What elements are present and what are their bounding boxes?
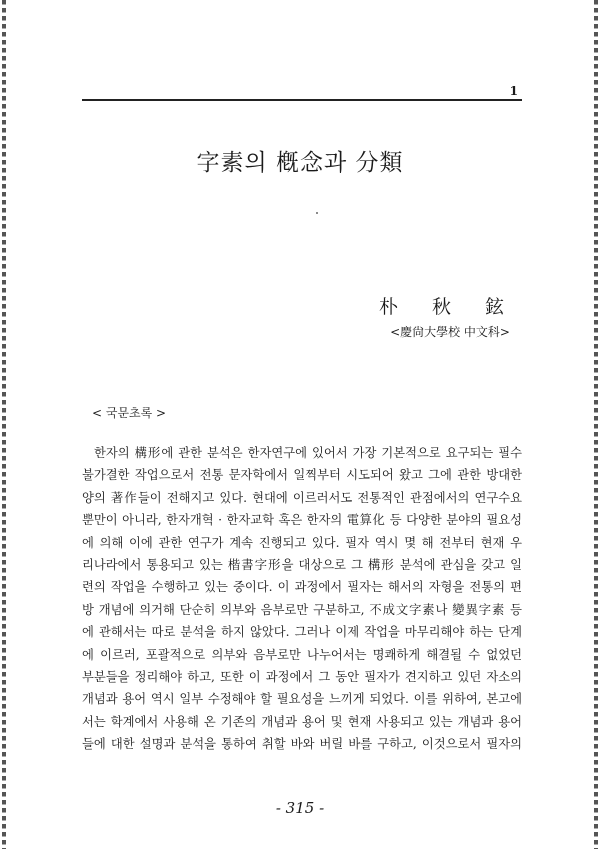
abstract-heading: < 국문초록 >	[92, 406, 167, 420]
author-name: 朴秋鉉	[378, 296, 538, 318]
header-rule	[82, 99, 522, 101]
abstract-line: 리나라에서 통용되고 있는 楷書字形을 대상으로 그 構形 분석에 관심을 갖고 일	[82, 558, 522, 573]
scan-border-right	[594, 0, 598, 849]
article-title: 字素의 槪念과 分類	[196, 150, 404, 176]
scan-speck	[316, 212, 318, 214]
abstract-line: 에 관해서는 따로 분석을 하지 않았다. 그러나 이제 작업을 마무리해야 하는 단계	[82, 625, 522, 640]
abstract-line: 에 이르러, 포괄적으로 의부와 음부로만 나누어서는 명쾌하게 해결될 수 없었던	[82, 647, 522, 662]
abstract-body	[82, 442, 522, 756]
abstract-line: 한자의 構形에 관한 분석은 한자연구에 있어서 가장 기본적으로 요구되는 필수	[94, 446, 522, 460]
abstract-line: 불가결한 작업으로서 전통 문자학에서 일찍부터 시도되어 왔고 그에 관한 방대한	[82, 468, 522, 483]
abstract-line: 개념과 용어 역시 일부 수정해야 할 필요성을 느끼게 되었다. 이를 위하여, 본고에	[82, 692, 522, 707]
abstract-line: 련의 작업을 수행하고 있는 중이다. 이 과정에서 필자는 해서의 자형을 전통의 편	[82, 580, 522, 595]
scan-border-left	[2, 0, 6, 849]
header-page-number: 1	[509, 84, 518, 98]
abstract-line: 뿐만이 아니라, 한자개혁 · 한자교학 혹은 한자의 電算化 등 다양한 분야의 필요성	[82, 513, 522, 528]
abstract-line: 양의 著作들이 전해지고 있다. 현대에 이르러서도 전통적인 관점에서의 연구수요	[82, 490, 522, 505]
author-affiliation: <慶尙大學校 中文科>	[390, 325, 510, 339]
abstract-line: 에 의해 이에 관한 연구가 계속 진행되고 있다. 필자 역시 몇 해 전부터 현재 우	[82, 535, 522, 550]
abstract-line: 부분들을 정리해야 하고, 또한 이 과정에서 그 동안 필자가 견지하고 있던 자소의	[82, 670, 522, 685]
abstract-line: 들에 대한 설명과 분석을 통하여 취할 바와 버릴 바를 구하고, 이것으로서 필자의	[82, 737, 522, 752]
abstract-line: 방 개념에 의거해 단순히 의부와 음부로만 구분하고, 不成文字素나 變異字素 등	[82, 602, 522, 617]
abstract-line: 서는 학계에서 사용해 온 기존의 개념과 용어 및 현재 사용되고 있는 개념과 용어	[82, 714, 522, 729]
footer-page-number: - 315 -	[275, 799, 325, 817]
